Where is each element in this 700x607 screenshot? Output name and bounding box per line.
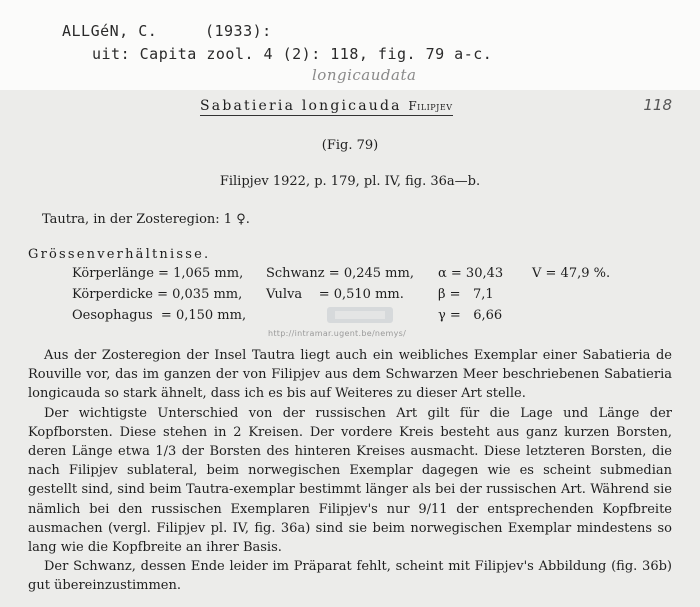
measurements-heading: Grössenverhältnisse. (28, 247, 211, 262)
scanned-page (0, 90, 700, 607)
measurement-alpha: α = 30,43 (438, 266, 504, 281)
citation-line-2: uit: Capita zool. 4 (2): 118, fig. 79 a-c. (92, 45, 493, 63)
watermark-logo (325, 303, 395, 327)
literature-reference: Filipjev 1922, p. 179, pl. IV, fig. 36a—b. (219, 174, 481, 189)
figure-reference: (Fig. 79) (321, 138, 379, 153)
paragraph-2: Der wichtigste Unterschied von der russischen Art gilt für die Lage und Länge der Kopfborsten. Diese stehen in 2 Kreisen. Der vordere Kreis besteht aus ganz kurzen Borsten, deren Länge etwa 1/3 der Borsten des hinteren Kreises ausmacht. Diese letzteren Borsten, die nach Filipjev sublateral, beim norwegischen Exemplar dagegen wie es scheint submedian gestellt sind, sind beim Tautra-exemplar bestimmt länger als bei der russischen Art. Während sie nämlich bei den russischen Exemplaren Filipjev's nur 9/11 der entsprechenden Kopfbreite ausmachen (vergl. Filipjev pl. IV, fig. 36a) sind sie beim norwegischen Exemplar mindestens so lang wie die Kopfbreite an ihrer Basis. (28, 405, 672, 556)
measurement-tail: Schwanz = 0,245 mm, (266, 266, 414, 281)
measurement-oesophagus: Oesophagus = 0,150 mm, (72, 308, 247, 323)
measurement-gamma: γ = 6,66 (438, 308, 503, 323)
page-annotation: 118 (643, 96, 672, 114)
paragraph-3: Der Schwanz, dessen Ende leider im Präparat fehlt, scheint mit Filipjev's Abbildung (fig. 36b) gut übereinzustimmen. (28, 559, 672, 594)
title-species: longicauda (301, 98, 402, 114)
citation-line-1: ALLGéN, C. (1933): (62, 22, 272, 40)
paragraph-1: Aus der Zosteregion der Insel Tautra liegt auch ein weibliches Exemplar einer Sabatieria de Rouville vor, das im ganzen der von Filipjev aus dem Schwarzen Meer beschriebenen Sabatieria longicauda so stark ähnelt, dass ich es bis auf Weiteres zu dieser Art stelle. (28, 348, 672, 402)
title-genus: Sabatieria (200, 98, 296, 114)
watermark-url: http://intramar.ugent.be/nemys/ (268, 329, 407, 338)
measurement-vulva: Vulva = 0,510 mm. (266, 287, 404, 302)
locality-text: Tautra, in der Zosteregion: 1 ♀. (42, 212, 250, 227)
handwritten-species-name: longicaudata (312, 66, 417, 84)
measurement-vulva-percent: V = 47,9 %. (532, 266, 611, 281)
species-title (200, 98, 453, 116)
title-author: Filipjev (408, 99, 453, 113)
body-text (28, 346, 672, 596)
measurement-beta: β = 7,1 (438, 287, 494, 302)
measurement-body-width: Körperdicke = 0,035 mm, (72, 287, 243, 302)
citation-header (0, 0, 700, 90)
measurement-body-length: Körperlänge = 1,065 mm, (72, 266, 244, 281)
